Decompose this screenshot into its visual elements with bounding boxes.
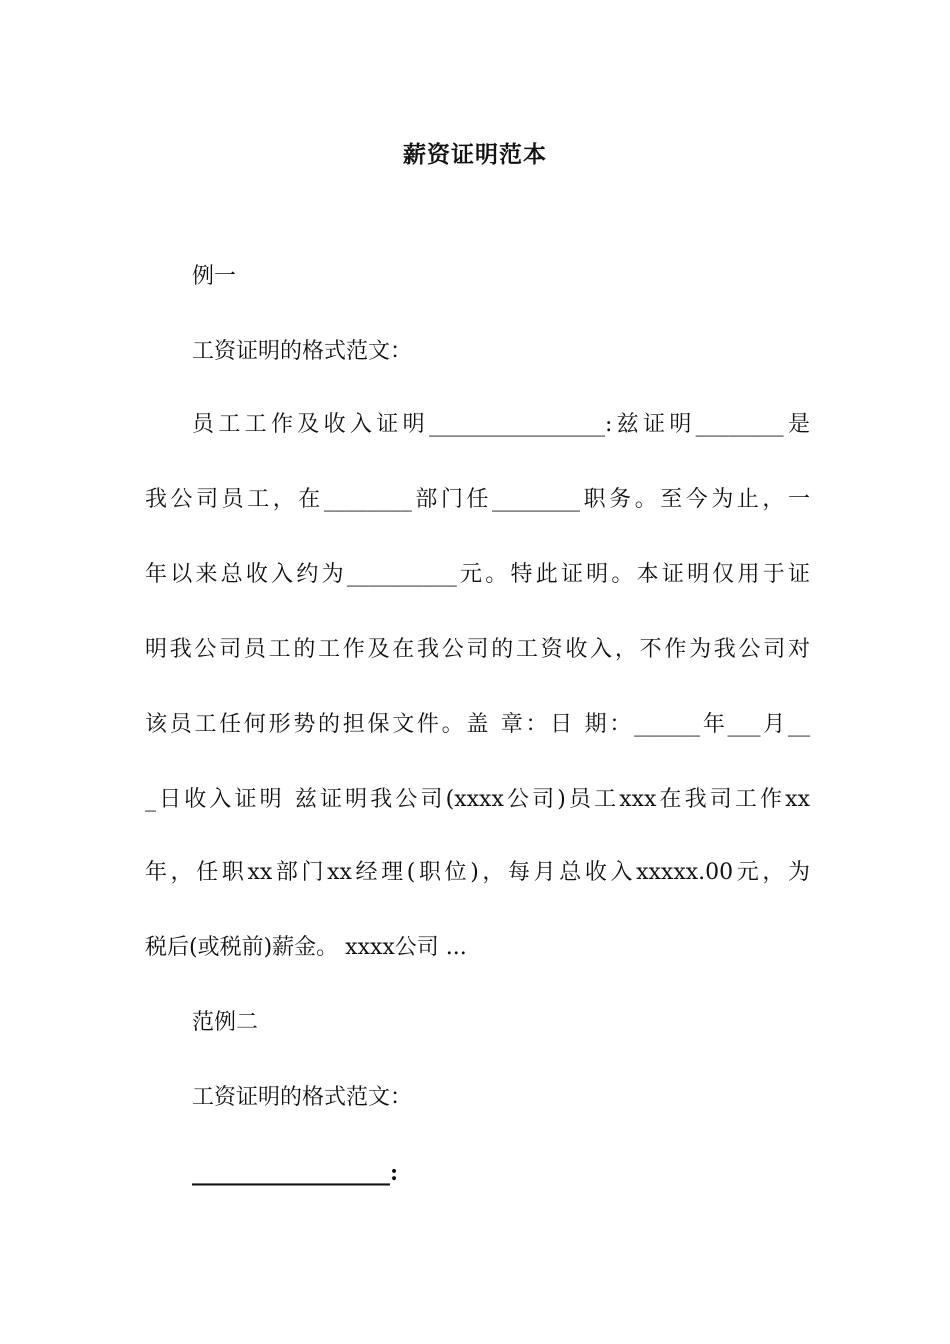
paragraph-line: 明我公司员工的工作及在我公司的工资收入，不作为我公司对 bbox=[145, 637, 810, 662]
paragraph-example-two-heading: 范例二 bbox=[192, 1010, 259, 1035]
paragraph-line: _日收入证明 兹证明我公司(xxxx公司)员工xxx在我司工作xx bbox=[145, 787, 810, 812]
paragraph-format-heading: 工资证明的格式范文： bbox=[192, 339, 413, 364]
paragraph-format-heading-2: 工资证明的格式范文： bbox=[192, 1085, 413, 1110]
paragraph-line: 年以来总收入约为__________元。特此证明。本证明仅用于证 bbox=[145, 562, 810, 587]
paragraph-example-one-heading: 例一 bbox=[192, 264, 237, 289]
paragraph-line: 我公司员工，在________部门任________职务。至今为止，一 bbox=[145, 487, 810, 512]
paragraph-line: 税后(或税前)薪金。 xxxx公司 ... bbox=[145, 935, 467, 960]
paragraph-line: 该员工任何形势的担保文件。盖 章：日 期：______年___月__ bbox=[145, 712, 810, 737]
paragraph-line: 年，任职xx部门xx经理(职位)，每月总收入xxxxx.00元，为 bbox=[145, 860, 810, 885]
document-title: 薪资证明范本 bbox=[403, 141, 547, 168]
paragraph-line: 员工工作及收入证明________________:兹证明________是 bbox=[192, 412, 810, 437]
addressee-blank-line: __________________: bbox=[192, 1160, 399, 1186]
